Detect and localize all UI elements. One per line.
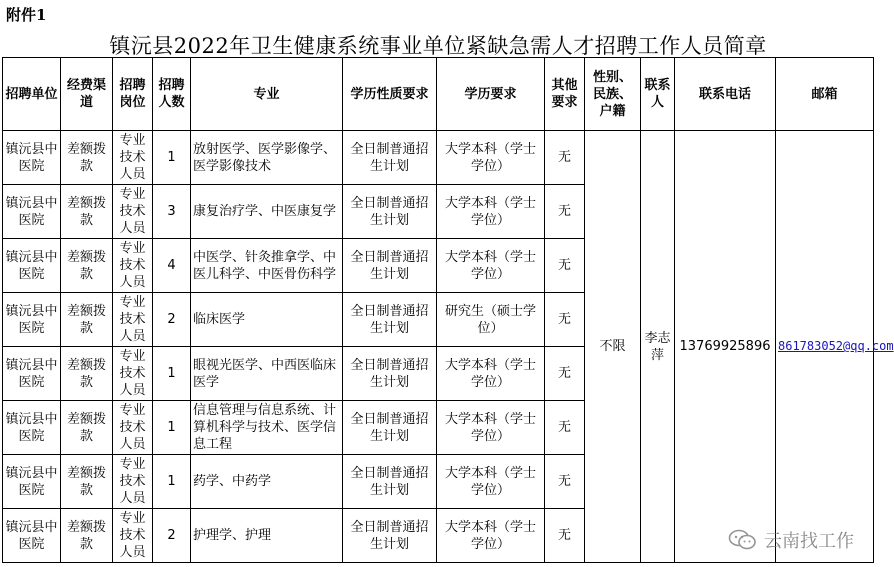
- wechat-icon: [728, 528, 758, 552]
- cell-funding: 差额拨款: [61, 509, 113, 563]
- cell-edu-req: 大学本科（学士学位）: [437, 401, 545, 455]
- header-count: 招聘人数: [153, 58, 191, 131]
- cell-major: 中医学、针灸推拿学、中医儿科学、中医骨伤科学: [191, 239, 343, 293]
- header-edu-req: 学历要求: [437, 58, 545, 131]
- cell-count: 3: [153, 185, 191, 239]
- cell-position: 专业技术人员: [113, 239, 153, 293]
- cell-unit: 镇沅县中医院: [3, 293, 61, 347]
- cell-edu-req: 大学本科（学士学位）: [437, 509, 545, 563]
- cell-funding: 差额拨款: [61, 293, 113, 347]
- cell-position: 专业技术人员: [113, 455, 153, 509]
- cell-edu-type: 全日制普通招生计划: [343, 401, 437, 455]
- header-row: [3, 58, 874, 131]
- cell-unit: 镇沅县中医院: [3, 401, 61, 455]
- cell-edu-type: 全日制普通招生计划: [343, 293, 437, 347]
- cell-major: 放射医学、医学影像学、医学影像技术: [191, 131, 343, 185]
- cell-funding: 差额拨款: [61, 131, 113, 185]
- header-position: 招聘岗位: [113, 58, 153, 131]
- cell-other: 无: [545, 293, 585, 347]
- cell-funding: 差额拨款: [61, 401, 113, 455]
- cell-edu-req: 大学本科（学士学位）: [437, 239, 545, 293]
- table-row: [3, 131, 874, 185]
- header-contact: 联系人: [641, 58, 675, 131]
- cell-edu-type: 全日制普通招生计划: [343, 185, 437, 239]
- header-funding: 经费渠道: [61, 58, 113, 131]
- cell-edu-type: 全日制普通招生计划: [343, 509, 437, 563]
- cell-position: 专业技术人员: [113, 185, 153, 239]
- cell-position: 专业技术人员: [113, 293, 153, 347]
- email-link[interactable]: 861783052@qq.com: [778, 339, 894, 353]
- cell-major: 信息管理与信息系统、计算机科学与技术、医学信息工程: [191, 401, 343, 455]
- cell-edu-type: 全日制普通招生计划: [343, 131, 437, 185]
- cell-other: 无: [545, 239, 585, 293]
- cell-count: 1: [153, 347, 191, 401]
- header-unit: 招聘单位: [3, 58, 61, 131]
- cell-position: 专业技术人员: [113, 347, 153, 401]
- cell-funding: 差额拨款: [61, 185, 113, 239]
- header-gender: 性别、民族、户籍: [585, 58, 641, 131]
- watermark-text: 云南找工作: [764, 531, 854, 552]
- cell-major: 临床医学: [191, 293, 343, 347]
- cell-other: 无: [545, 455, 585, 509]
- cell-major: 药学、中药学: [191, 455, 343, 509]
- cell-edu-req: 研究生（硕士学位）: [437, 293, 545, 347]
- header-email: 邮箱: [776, 58, 874, 131]
- cell-edu-type: 全日制普通招生计划: [343, 347, 437, 401]
- cell-edu-req: 大学本科（学士学位）: [437, 131, 545, 185]
- cell-position: 专业技术人员: [113, 509, 153, 563]
- cell-edu-req: 大学本科（学士学位）: [437, 185, 545, 239]
- attachment-label: 附件1: [6, 6, 47, 24]
- header-edu-type: 学历性质要求: [343, 58, 437, 131]
- cell-other: 无: [545, 347, 585, 401]
- cell-unit: 镇沅县中医院: [3, 185, 61, 239]
- cell-gender: 不限: [585, 131, 641, 563]
- header-phone: 联系电话: [675, 58, 776, 131]
- watermark: [728, 527, 854, 553]
- cell-position: 专业技术人员: [113, 131, 153, 185]
- cell-other: 无: [545, 131, 585, 185]
- cell-count: 2: [153, 293, 191, 347]
- page-title: 镇沅县2022年卫生健康系统事业单位紧缺急需人才招聘工作人员简章: [109, 34, 767, 58]
- cell-other: 无: [545, 509, 585, 563]
- cell-edu-type: 全日制普通招生计划: [343, 239, 437, 293]
- cell-count: 2: [153, 509, 191, 563]
- cell-count: 1: [153, 401, 191, 455]
- header-other: 其他要求: [545, 58, 585, 131]
- cell-count: 4: [153, 239, 191, 293]
- cell-unit: 镇沅县中医院: [3, 509, 61, 563]
- cell-edu-type: 全日制普通招生计划: [343, 455, 437, 509]
- cell-unit: 镇沅县中医院: [3, 131, 61, 185]
- cell-unit: 镇沅县中医院: [3, 239, 61, 293]
- cell-funding: 差额拨款: [61, 455, 113, 509]
- cell-major: 康复治疗学、中医康复学: [191, 185, 343, 239]
- cell-edu-req: 大学本科（学士学位）: [437, 347, 545, 401]
- header-major: 专业: [191, 58, 343, 131]
- recruitment-table: [2, 57, 894, 563]
- cell-position: 专业技术人员: [113, 401, 153, 455]
- cell-unit: 镇沅县中医院: [3, 455, 61, 509]
- cell-other: 无: [545, 185, 585, 239]
- cell-unit: 镇沅县中医院: [3, 347, 61, 401]
- cell-funding: 差额拨款: [61, 347, 113, 401]
- cell-phone: 13769925896: [675, 131, 776, 563]
- cell-funding: 差额拨款: [61, 239, 113, 293]
- cell-count: 1: [153, 455, 191, 509]
- cell-edu-req: 大学本科（学士学位）: [437, 455, 545, 509]
- cell-major: 眼视光医学、中西医临床医学: [191, 347, 343, 401]
- cell-email: [776, 131, 894, 563]
- cell-contact: 李志萍: [641, 131, 675, 563]
- cell-count: 1: [153, 131, 191, 185]
- cell-major: 护理学、护理: [191, 509, 343, 563]
- cell-other: 无: [545, 401, 585, 455]
